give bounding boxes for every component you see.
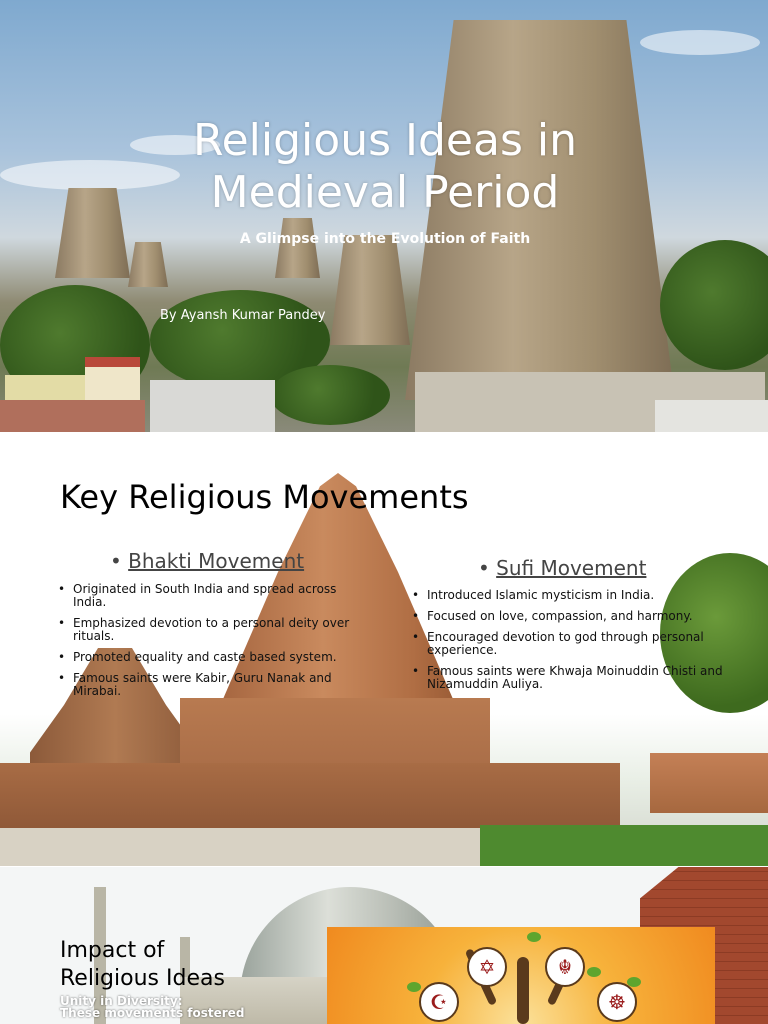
temple-tower-small	[275, 218, 320, 278]
khanda-emblem-icon: ☬	[545, 947, 585, 987]
temple-tower-left	[55, 188, 130, 278]
list-item: • Emphasized devotion to a personal deity over rituals.	[58, 617, 358, 643]
list-item: • Promoted equality and caste based system.	[58, 651, 358, 664]
author-credit: By Ayansh Kumar Pandey	[160, 308, 326, 323]
building	[150, 380, 275, 432]
slide-title: Key Religious Movements	[60, 478, 469, 516]
body-line-2: These movements fostered	[60, 1006, 245, 1020]
title-line-2: Medieval Period	[210, 167, 560, 218]
leaf	[587, 967, 601, 977]
wheel-emblem-icon: ☸	[597, 982, 637, 1022]
title-slide	[0, 0, 768, 432]
slide-title	[60, 937, 225, 993]
sufi-heading	[478, 556, 646, 580]
sufi-points	[412, 589, 732, 699]
temple-tower-small	[128, 242, 168, 287]
list-item: • Encouraged devotion to god through personal experience.	[412, 631, 732, 657]
tree	[270, 365, 390, 425]
religions-tree-graphic	[327, 927, 715, 1024]
title-line-1: Impact of	[60, 938, 165, 963]
slide-title	[150, 115, 620, 219]
title-line-1: Religious Ideas in	[193, 115, 577, 166]
bhakti-heading	[110, 549, 304, 573]
impact-slide	[0, 867, 768, 1024]
star-emblem-icon: ✡	[467, 947, 507, 987]
sufi-heading-label: Sufi Movement	[496, 556, 647, 580]
list-item: • Famous saints were Khwaja Moinuddin Chisti and Nizamuddin Auliya.	[412, 665, 732, 691]
movements-slide	[0, 433, 768, 866]
list-item: • Famous saints were Kabir, Guru Nanak and Mirabai.	[58, 672, 358, 698]
slide-subtitle: A Glimpse into the Evolution of Faith	[239, 231, 531, 247]
rooftop	[0, 400, 145, 432]
list-item: • Introduced Islamic mysticism in India.	[412, 589, 732, 602]
tree	[660, 240, 768, 370]
bhakti-points	[58, 583, 358, 706]
bullet-dot: •	[110, 549, 129, 573]
slide-body	[60, 995, 244, 1019]
lawn	[480, 825, 768, 866]
bullet-dot: •	[478, 556, 497, 580]
leaf	[527, 932, 541, 942]
bhakti-heading-label: Bhakti Movement	[128, 549, 305, 573]
temple-tower-mid	[330, 235, 410, 345]
rooftop	[655, 400, 768, 432]
cloud	[640, 30, 760, 55]
title-line-2: Religious Ideas	[60, 966, 225, 991]
crescent-emblem-icon: ☪	[419, 982, 459, 1022]
list-item: • Originated in South India and spread across India.	[58, 583, 358, 609]
body-line-1: Unity in Diversity:	[60, 994, 183, 1008]
tree-trunk	[517, 957, 529, 1024]
list-item: • Focused on love, compassion, and harmony.	[412, 610, 732, 623]
temple-right	[650, 753, 768, 813]
leaf	[407, 982, 421, 992]
